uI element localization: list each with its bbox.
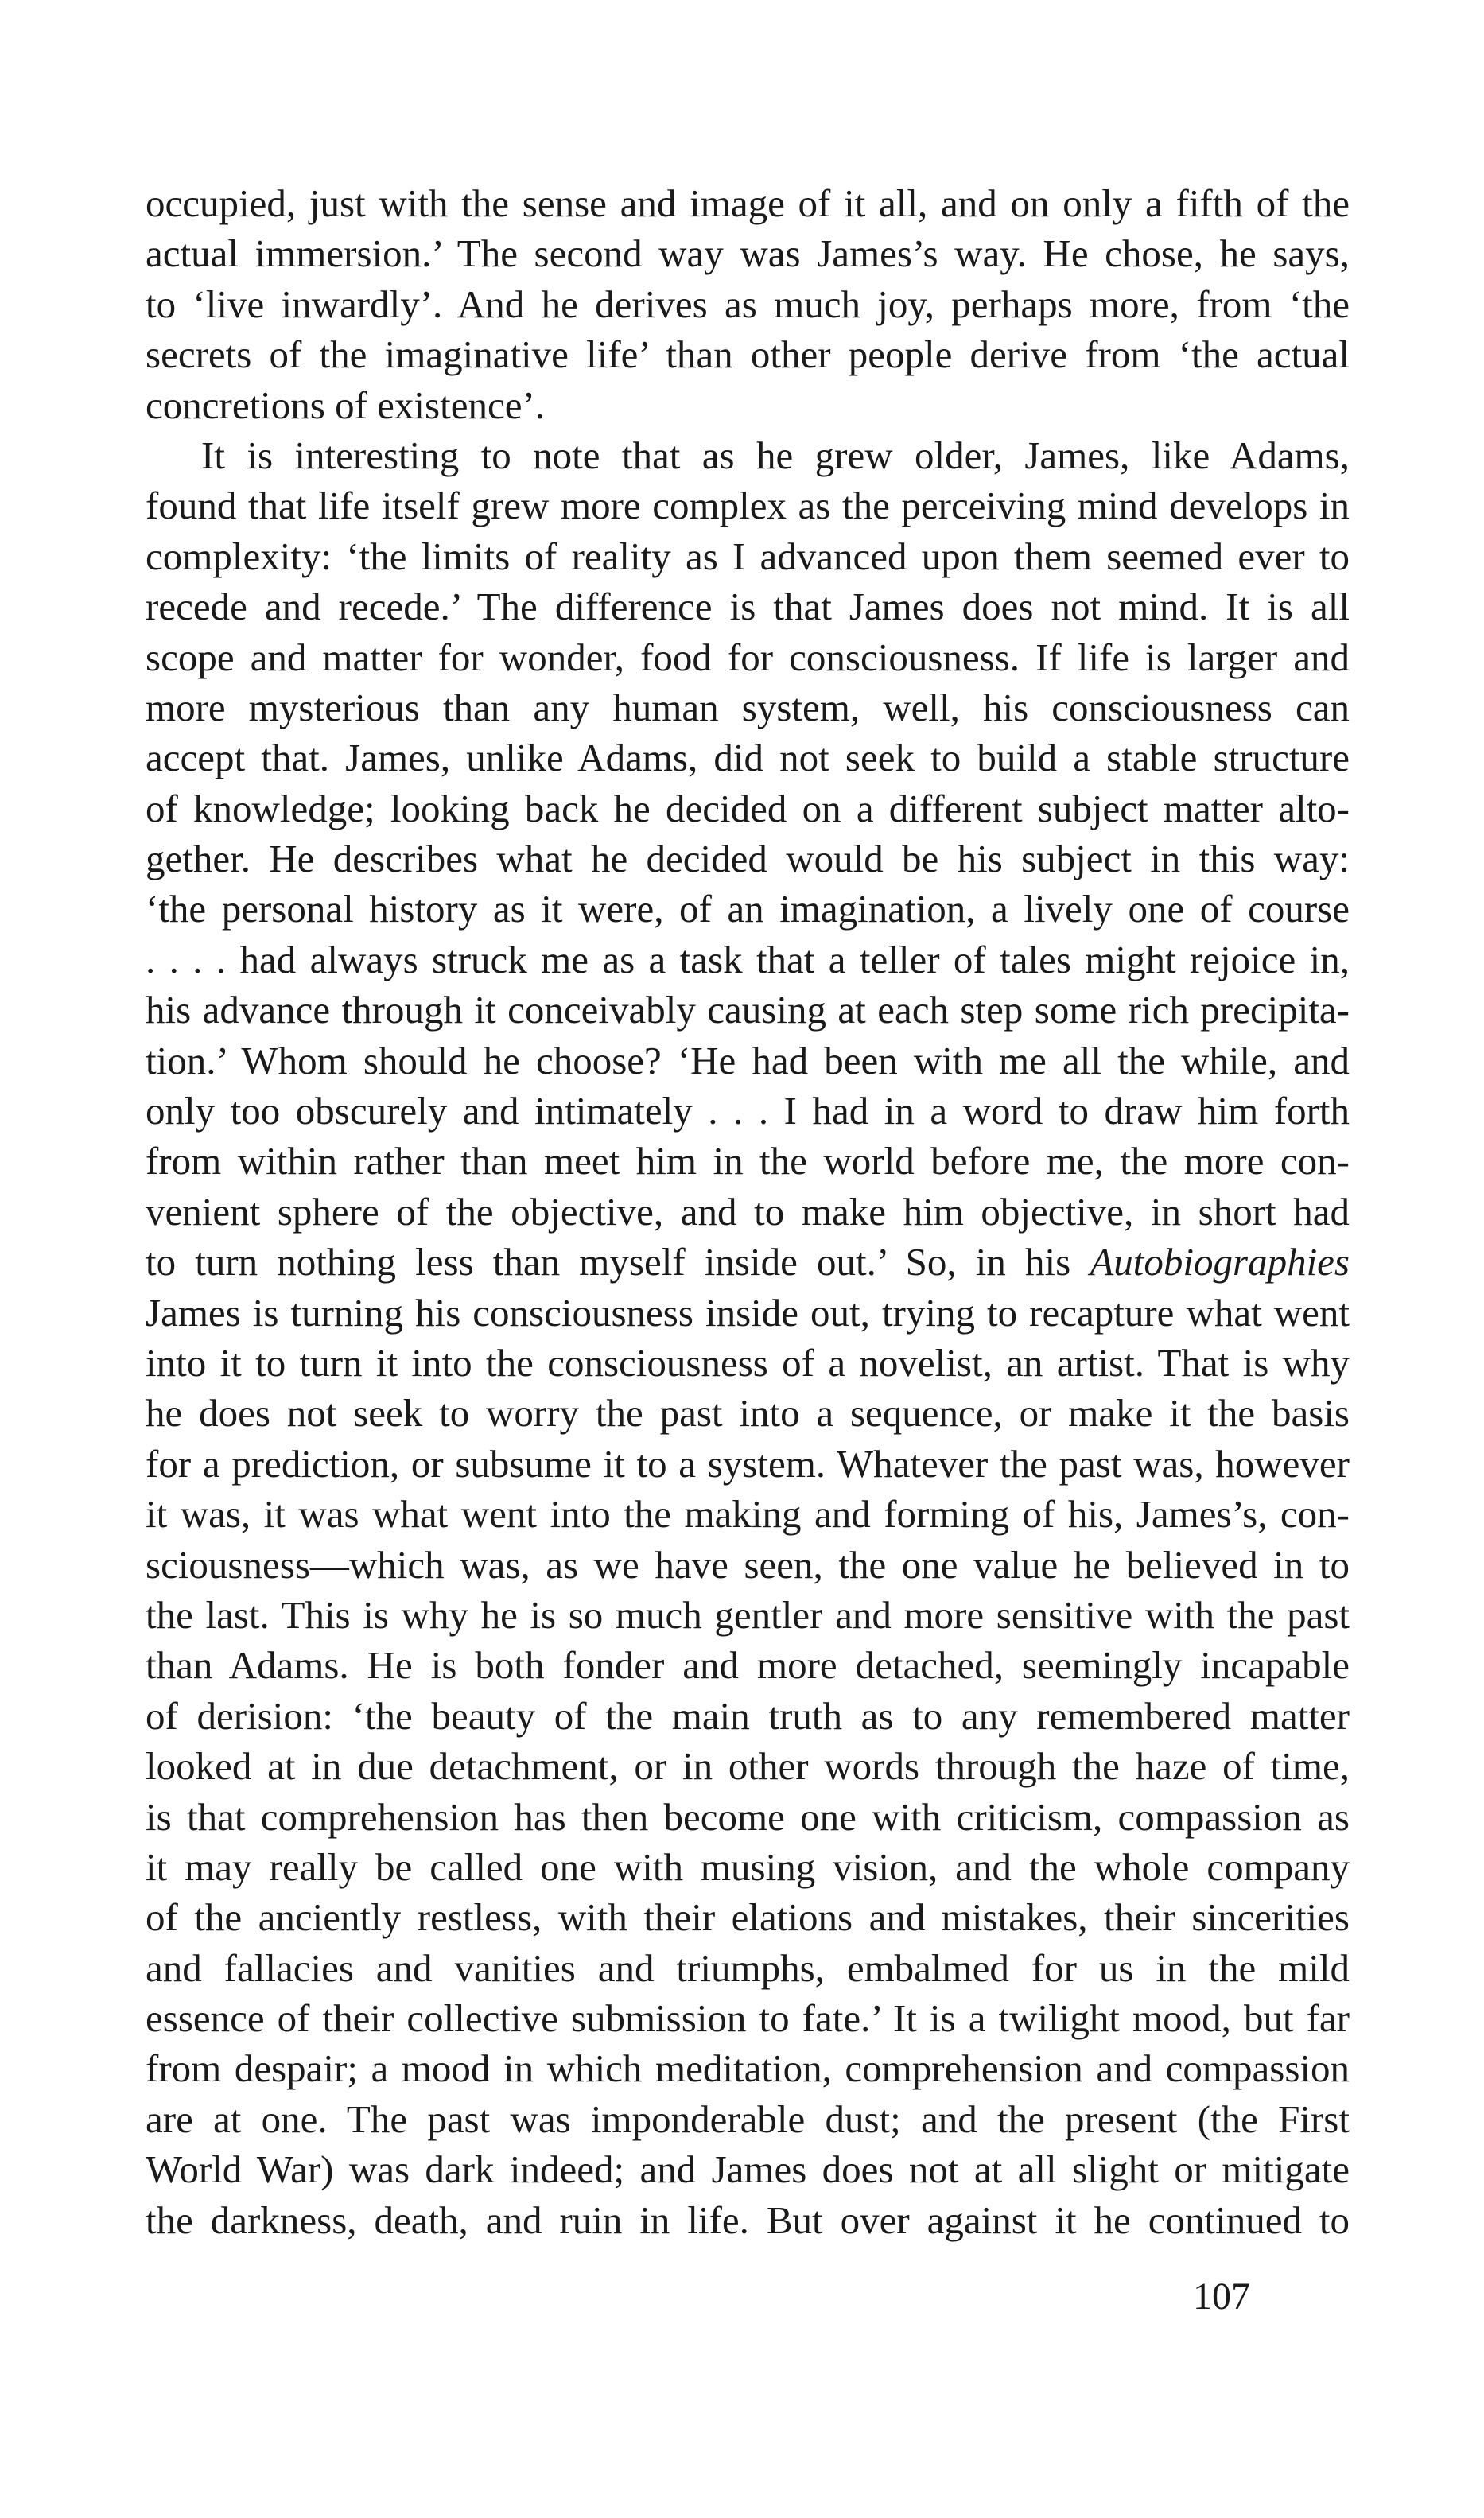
- book-title: Autobiographies: [1090, 1240, 1350, 1284]
- text-line: only too obscurely and intimately . . . I had in a word to draw him forth: [146, 1089, 1350, 1133]
- text-line: . . . . had always struck me as a task that a teller of tales might rejoice in,: [146, 937, 1350, 981]
- text-line: actual immersion.’ The second way was James’s way. He chose, he says,: [146, 231, 1350, 276]
- text-line: than Adams. He is both fonder and more detached, seemingly incapable: [146, 1643, 1350, 1688]
- text-line: he does not seek to worry the past into a sequence, or make it the basis: [146, 1391, 1350, 1436]
- text-line: scope and matter for wonder, food for consciousness. If life is larger and: [146, 635, 1350, 679]
- text-line: sciousness—which was, as we have seen, the one value he believed in to: [146, 1542, 1350, 1587]
- text-line: concretions of existence’.: [146, 383, 546, 427]
- text-line: accept that. James, unlike Adams, did not seek to build a stable structure: [146, 736, 1350, 780]
- text-line: it may really be called one with musing vision, and the whole company: [146, 1844, 1350, 1889]
- text-line: from despair; a mood in which meditation, comprehension and compassion: [146, 2046, 1350, 2091]
- text-line: into it to turn it into the consciousness of a novelist, an artist. That is why: [146, 1340, 1350, 1385]
- text-line: gether. He describes what he decided would be his subject in this way:: [146, 837, 1350, 881]
- text-line-with-title: [146, 1237, 1350, 1287]
- text-line: ‘the personal history as it were, of an imagination, a lively one of course: [146, 887, 1350, 931]
- paragraph-start-line: It is interesting to note that as he grew older, James, like Adams,: [201, 433, 1350, 477]
- body-text: [146, 178, 1350, 2245]
- text-line: are at one. The past was imponderable dust; and the present (the First: [146, 2096, 1350, 2141]
- text-segment: to turn nothing less than myself inside out.’ So, in his: [146, 1240, 1071, 1284]
- page-number: 107: [1193, 2275, 1250, 2318]
- text-line: of knowledge; looking back he decided on a different subject matter alto-: [146, 786, 1350, 830]
- text-line: occupied, just with the sense and image of it all, and on only a fifth of the: [146, 181, 1350, 225]
- text-line: complexity: ‘the limits of reality as I advanced upon them seemed ever to: [146, 534, 1350, 578]
- text-line: found that life itself grew more complex as the perceiving mind develops in: [146, 484, 1350, 528]
- text-line: secrets of the imaginative life’ than other people derive from ‘the actual: [146, 332, 1350, 377]
- text-line: looked at in due detachment, or in other words through the haze of time,: [146, 1744, 1350, 1789]
- text-line: tion.’ Whom should he choose? ‘He had been with me all the while, and: [146, 1038, 1350, 1082]
- text-line: essence of their collective submission to fate.’ It is a twilight mood, but far: [146, 1996, 1350, 2041]
- text-line: venient sphere of the objective, and to make him objective, in short had: [146, 1189, 1350, 1234]
- text-line: the darkness, death, and ruin in life. But over against it he continued to: [146, 2197, 1350, 2242]
- text-line: of derision: ‘the beauty of the main truth as to any remembered matter: [146, 1693, 1350, 1738]
- text-line: more mysterious than any human system, well, his consciousness can: [146, 685, 1350, 729]
- text-line: the last. This is why he is so much gentler and more sensitive with the past: [146, 1592, 1350, 1637]
- text-line: for a prediction, or subsume it to a system. Whatever the past was, however: [146, 1441, 1350, 1486]
- text-line: World War) was dark indeed; and James does not at all slight or mitigate: [146, 2147, 1350, 2192]
- text-line: to ‘live inwardly’. And he derives as much joy, perhaps more, from ‘the: [146, 282, 1350, 326]
- text-line: is that comprehension has then become one with criticism, compassion as: [146, 1794, 1350, 1839]
- text-line: from within rather than meet him in the world before me, the more con-: [146, 1139, 1350, 1183]
- text-line: it was, it was what went into the making and forming of his, James’s, con-: [146, 1492, 1350, 1537]
- text-line: and fallacies and vanities and triumphs, embalmed for us in the mild: [146, 1945, 1350, 1990]
- text-line: his advance through it conceivably causing at each step some rich precipita-: [146, 988, 1350, 1032]
- text-line: recede and recede.’ The difference is that James does not mind. It is all: [146, 585, 1350, 629]
- text-line: James is turning his consciousness inside out, trying to recapture what went: [146, 1290, 1350, 1335]
- text-line: of the anciently restless, with their elations and mistakes, their sincerities: [146, 1895, 1350, 1940]
